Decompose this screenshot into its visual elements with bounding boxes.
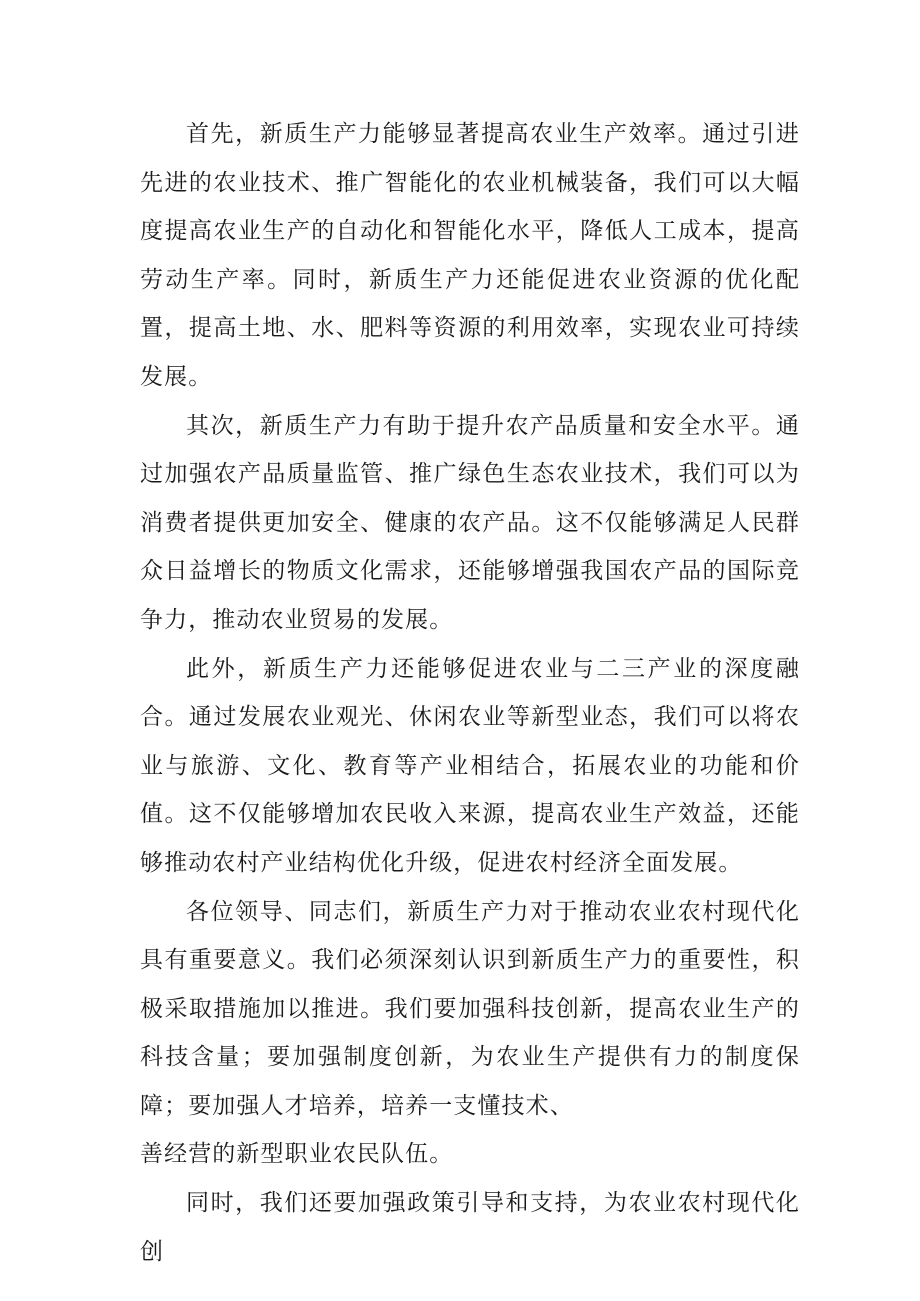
paragraph-industry-integration: 此外，新质生产力还能够促进农业与二三产业的深度融合。通过发展农业观光、休闲农业等新型业态，我们可以将农业与旅游、文化、教育等产业相结合，拓展农业的功能和价值。这不仅能够增加农民收入来源，提高农业生产效益，还能够推动农村产业结构优化升级，促进农村经济全面发展。 (140, 655, 800, 876)
paragraph-quality-safety: 其次，新质生产力有助于提升农产品质量和安全水平。通过加强农产品质量监管、推广绿色生态农业技术，我们可以为消费者提供更加安全、健康的农产品。这不仅能够满足人民群众日益增长的物质文化需求，还能够增强我国农产品的国际竞争力，推动农业贸易的发展。 (140, 412, 800, 633)
document-body (140, 110, 800, 1276)
paragraph-productivity: 首先，新质生产力能够显著提高农业生产效率。通过引进先进的农业技术、推广智能化的农业机械装备，我们可以大幅度提高农业生产的自动化和智能化水平，降低人工成本，提高劳动生产率。同时，新质生产力还能促进农业资源的优化配置，提高土地、水、肥料等资源的利用效率，实现农业可持续发展。 (140, 121, 800, 390)
paragraph-policy-support: 同时，我们还要加强政策引导和支持，为农业农村现代化创 (140, 1190, 800, 1265)
paragraph-measures: 各位领导、同志们，新质生产力对于推动农业农村现代化具有重要意义。我们必须深刻认识到新质生产力的重要性，积极采取措施加以推进。我们要加强科技创新，提高农业生产的科技含量；要加强制度创新，为农业生产提供有力的制度保障；要加强人才培养，培养一支懂技术、 善经营的新型职业农民队伍。 (140, 898, 800, 1168)
